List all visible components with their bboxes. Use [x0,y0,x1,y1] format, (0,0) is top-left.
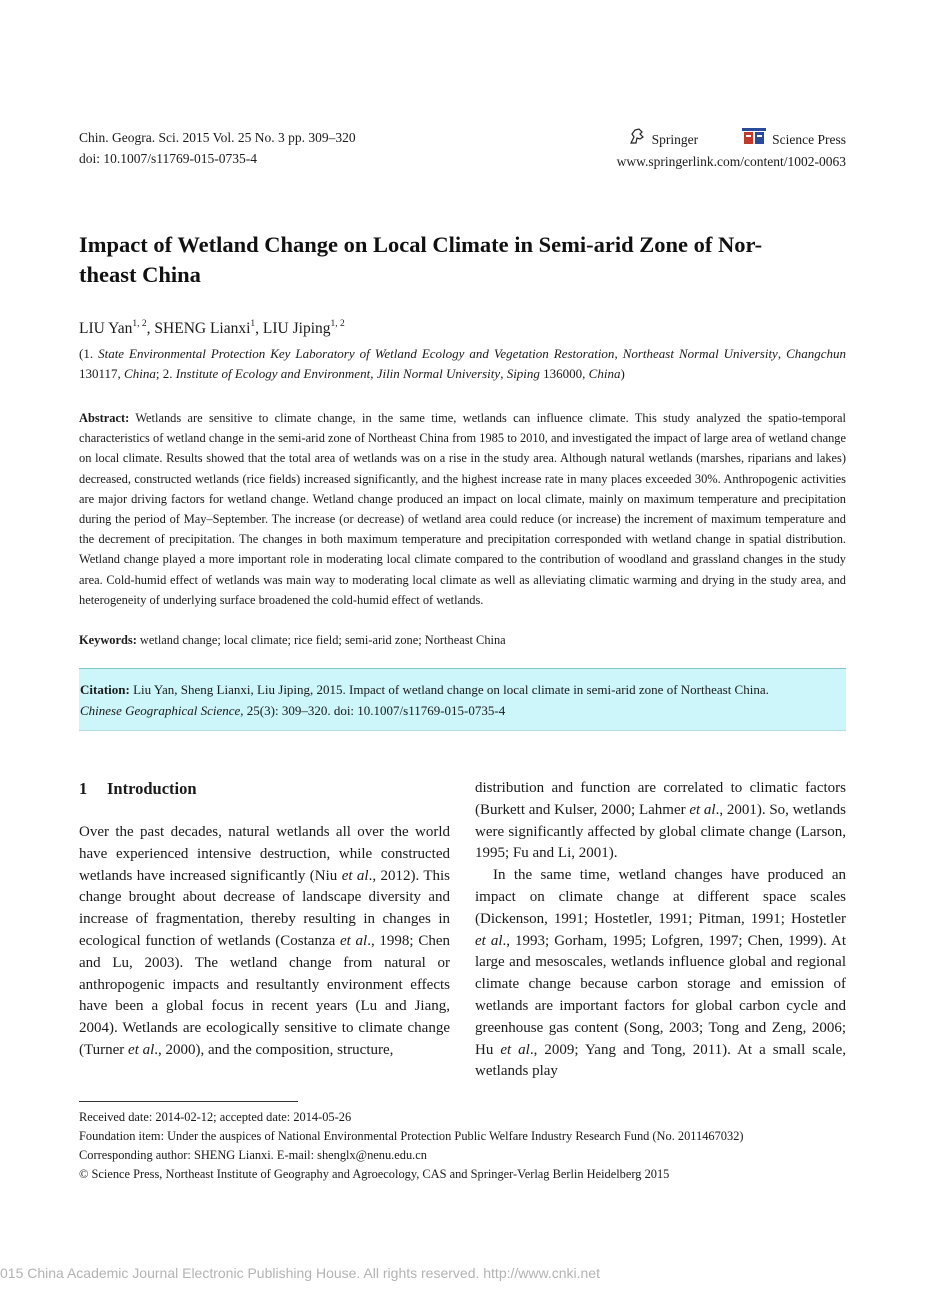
title-line-2: theast China [79,262,201,287]
journal-citation-line: Chin. Geogra. Sci. 2015 Vol. 25 No. 3 pp. 309–320 [79,130,356,145]
springerlink-url[interactable]: www.springerlink.com/content/1002-0063 [616,154,846,169]
text-run: Over the past decades, natural wetlands all over the world have experienced intensive destruction, while constructed wetlands have increased significantly (Niu [79,824,450,884]
springer-horse-icon [628,127,646,151]
text-run: ., 2012). This change brought about decrease of landscape diversity and increase of fragmentation, thereby resulting in changes in ecological function of wetlands (Costanza [79,867,450,949]
corresponding-author: Corresponding author: SHENG Lianxi. E-mail: shenglx@nenu.edu.cn [79,1148,427,1162]
text-run-italic: et al [341,867,369,884]
received-date: Received date: 2014-02-12; accepted date: 2014-05-26 [79,1110,352,1124]
science-press-logo-icon [742,128,766,150]
affiliations [79,344,846,383]
author-name: LIU Jiping [262,320,331,337]
doi-line: doi: 10.1007/s11769-015-0735-4 [79,151,257,166]
affil-2-institute: Institute of Ecology and Environment [175,365,371,381]
citation-box [79,668,846,731]
text-run: ., 2000), and the composition, structure, [154,1041,394,1058]
springer-label: Springer [651,131,699,147]
affil-2-zip: 136000, [539,365,589,381]
copyright-notice: © Science Press, Northeast Institute of Geography and Agroecology, CAS and Springer-Verlag Berlin Heidelberg 2015 [79,1167,670,1181]
affil-1-zip: 130117, [79,365,125,381]
footnote-divider [79,1101,298,1102]
title-line-1: Impact of Wetland Change on Local Climate in Semi-arid Zone of Nor- [79,232,763,257]
citation-volume-doi: , 25(3): 309–320. doi: 10.1007/s11769-015-0735-4 [240,703,506,718]
text-run: ., 1993; Gorham, 1995; Lofgren, 1997; Chen, 1999). At large and mesoscales, wetlands influence global and regional climate change because carbon storage and emission of wetlands are important factors for global carbon cycle and greenhouse gas content (Song, 2003; Tong and Zeng, 2006; Hu [475,932,846,1058]
body-column-right [475,778,846,1083]
author-sep: , [255,320,263,337]
author-name: LIU Yan [79,320,133,337]
affil-2-country: China [588,365,621,381]
text-run: ., 2001). So, wetlands were significantly affected by global climate change (Larson, 1995; Fu and Li, 2001). [475,801,847,862]
affil-close: ) [620,365,625,381]
article-title [79,230,846,290]
section-title: Introduction [107,779,197,798]
text-run: distribution and function are correlated to climatic factors (Burkett and Kulser, 2000; Lahmer [475,780,846,818]
cnki-watermark: 015 China Academic Journal Electronic Publishing House. All rights reserved. http://www.cnki.net [0,1265,600,1281]
abstract [79,408,846,610]
text-run-italic: et al [340,932,368,949]
abstract-label: Abstract: [79,411,130,425]
author-list [79,313,345,340]
affil-sep: , [614,346,623,361]
author-name: SHENG Lianxi [154,320,251,337]
affil-open: (1. [79,346,99,361]
footnotes [79,1108,869,1184]
affil-sep: , [500,365,507,381]
affil-2-univ: Jilin Normal University [376,365,501,381]
affil-sep: , [777,346,787,361]
text-run: ., 1998; Chen and Lu, 2003). The wetland change from natural or anthropogenic impacts and resultantly environment effects have been a global focus in recent years (Lu and Jiang, 2004). Wetlands are ecologically sensitive to climate change (Turner [79,932,450,1058]
journal-header [79,127,356,169]
intro-paragraph-1 [79,822,450,1062]
author-affil-marker: 1 [250,319,256,329]
text-run-italic: et al [500,1041,530,1058]
intro-paragraph-2 [475,865,846,1083]
affil-sep: ; 2. [155,365,176,381]
text-run: In the same time, wetland changes have produced an impact on climate change at different space scales (Dickenson, 1991; Hostetler, 1991; Pitman, 1991; Hostetler [475,867,846,927]
keywords-text: wetland change; local climate; rice field; semi-arid zone; Northeast China [136,633,506,647]
affil-1-country: China [124,365,156,381]
affil-1-univ: Northeast Normal University [622,346,778,361]
text-run-italic: et al [689,801,716,818]
keywords-label: Keywords: [79,633,137,647]
intro-paragraph-1-cont [475,778,846,865]
author-affil-marker: 1, 2 [132,319,147,329]
author-affil-marker: 1, 2 [330,319,345,329]
citation-label: Citation: [80,682,130,697]
text-run-italic: et al [128,1041,155,1058]
affil-1-lab: State Environmental Protection Key Laboratory of Wetland Ecology and Vegetation Restoration [98,346,615,361]
affil-1-city: Changchun [786,346,847,361]
publisher-header [560,127,846,172]
text-run-italic: et al [475,932,503,949]
abstract-text: Wetlands are sensitive to climate change, in the same time, wetlands can influence climate. This study analyzed the spatio-temporal characteristics of wetland change in the semi-arid zone of Northeast China from 1985 to 2010, and investigated the impact of large area of wetland change on local climate. Results showed that the total area of wetlands was on a rise in the study area. Although natural wetlands (marshes, riparians and lakes) decreased, constructed wetlands (rice fields) increased significantly, and the highest increase rate in many places exceeded 30%. Anthropogenic activities are major driving factors for wetland change. Wetland change produced an impact on local climate, mainly on maximum temperature and precipitation during the period of May–September. The increase (or decrease) of wetland area could reduce (or increase) the increment of maximum temperature and the decrement of precipitation. The changes in both maximum temperature and precipitation corresponded with wetland change in spatial distribution. Wetland change played a more important role in moderating local climate compared to the contribution of woodland and grassland changes in the study area. Cold-humid effect of wetlands was main way to moderating local climate as well as alleviating climatic warming and drying in the study area, and heterogeneity of underlying surface broadened the cold-humid effect of wetlands. [79,411,846,607]
citation-journal: Chinese Geographical Science [80,703,241,718]
section-number: 1 [79,779,88,798]
science-press-label: Science Press [772,131,846,147]
affil-sep: , [370,365,377,381]
author-sep: , [146,320,155,337]
body-column-left [79,778,450,1062]
section-heading-introduction [79,778,450,800]
keywords [79,630,846,650]
affil-2-city: Siping [506,365,540,381]
foundation-item: Foundation item: Under the auspices of National Environmental Protection Public Welfare Industry Research Fund (No. 2011467032) [79,1129,744,1143]
text-run: ., 2009; Yang and Tong, 2011). At a small scale, wetlands play [475,1041,846,1080]
citation-text: Liu Yan, Sheng Lianxi, Liu Jiping, 2015. Impact of wetland change on local climate in semi-arid zone of Northeast China. [129,682,769,697]
